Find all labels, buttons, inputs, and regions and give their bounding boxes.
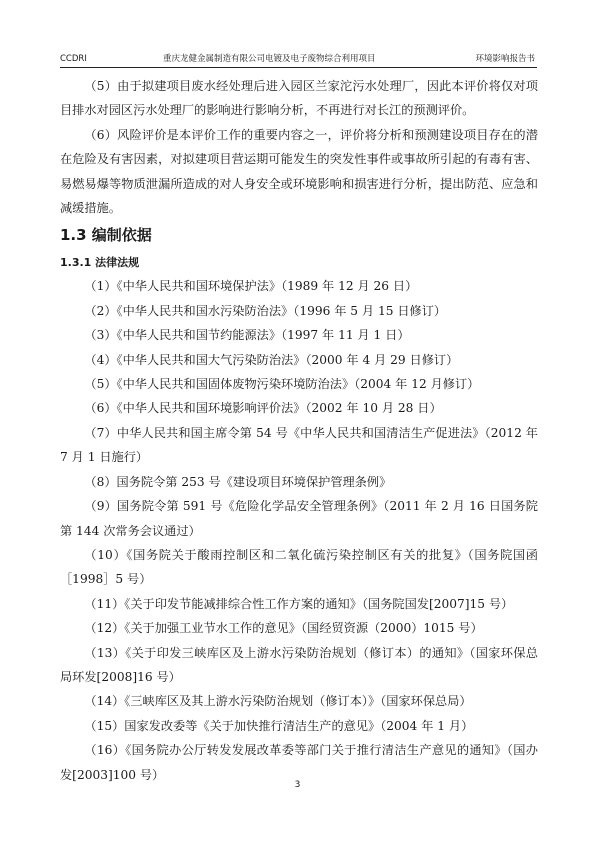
intro-paragraph: （6）风险评价是本评价工作的重要内容之一，评价将分析和预测建设项目存在的潜在危险及有害因素，对拟建项目营运期可能发生的突发性事件或事故所引起的有毒有害、易燃易爆等物质泄漏所造成的对人身安全或环境影响和损害进行分析，提出防范、应急和减缓措施。 bbox=[60, 127, 538, 216]
header-doc-type: 环境影响报告书 bbox=[475, 54, 535, 64]
law-item: （13）《关于印发三峡库区及上游水污染防治规划（修订本）的通知》（国家环保总局环发[2008]16 号） bbox=[60, 645, 538, 684]
law-item: （7）中华人民共和国主席令第 54 号《中华人民共和国清洁生产促进法》（2012 年 7 月 1 日施行） bbox=[60, 425, 538, 465]
header-divider bbox=[60, 67, 537, 68]
law-item: （3）《中华人民共和国节约能源法》（1997 年 11 月 1 日） bbox=[84, 328, 410, 343]
law-item: （14）《三峡库区及其上游水污染防治规划（修订本）》（国家环保总局） bbox=[84, 694, 472, 709]
intro-paragraph: （5）由于拟建项目废水经处理后进入园区兰家沱污水处理厂，因此本评价将仅对项目排水对园区污水处理厂的影响进行影响分析，不再进行对长江的预测评价。 bbox=[60, 79, 538, 118]
section-heading: 1.3 编制依据 bbox=[60, 226, 152, 245]
header-org: CCDRI bbox=[60, 54, 87, 64]
subsection-heading: 1.3.1 法律法规 bbox=[60, 256, 140, 270]
law-item: （8）国务院令第 253 号《建设项目环境保护管理条例》 bbox=[84, 474, 392, 489]
law-item: （5）《中华人民共和国固体废物污染环境防治法》（2004 年 12 月修订） bbox=[84, 377, 480, 392]
page-body bbox=[60, 74, 538, 787]
page-number: 3 bbox=[294, 780, 301, 790]
header-project-title: 重庆龙健金属制造有限公司电镀及电子废物综合利用项目 bbox=[163, 54, 376, 64]
law-item: （12）《关于加强工业节水工作的意见》（国经贸资源（2000）1015 号） bbox=[84, 621, 483, 636]
law-item: （9）国务院令第 591 号《危险化学品安全管理条例》（2011 年 2 月 16 日国务院第 144 次常务会议通过） bbox=[60, 499, 538, 538]
law-list bbox=[60, 274, 538, 787]
law-item: （15）国家发改委等《关于加快推行清洁生产的意见》（2004 年 1 月） bbox=[84, 718, 474, 733]
law-item: （6）《中华人民共和国环境影响评价法》（2002 年 10 月 28 日） bbox=[84, 401, 442, 416]
law-item: （16）《国务院办公厅转发发展改革委等部门关于推行清洁生产意见的通知》（国办发[2003]100 号） bbox=[60, 743, 538, 782]
law-item: （2）《中华人民共和国水污染防治法》（1996 年 5 月 15 日修订） bbox=[84, 303, 447, 318]
law-item: （11）《关于印发节能减排综合性工作方案的通知》（国务院国发[2007]15 号） bbox=[84, 596, 514, 611]
law-item: （1）《中华人民共和国环境保护法》（1989 年 12 月 26 日） bbox=[84, 279, 418, 294]
law-item: （4）《中华人民共和国大气污染防治法》（2000 年 4 月 29 日修订） bbox=[84, 352, 459, 367]
law-item: （10）《国务院关于酸雨控制区和二氧化硫污染控制区有关的批复》（国务院国函［1998］5 号） bbox=[60, 547, 538, 587]
